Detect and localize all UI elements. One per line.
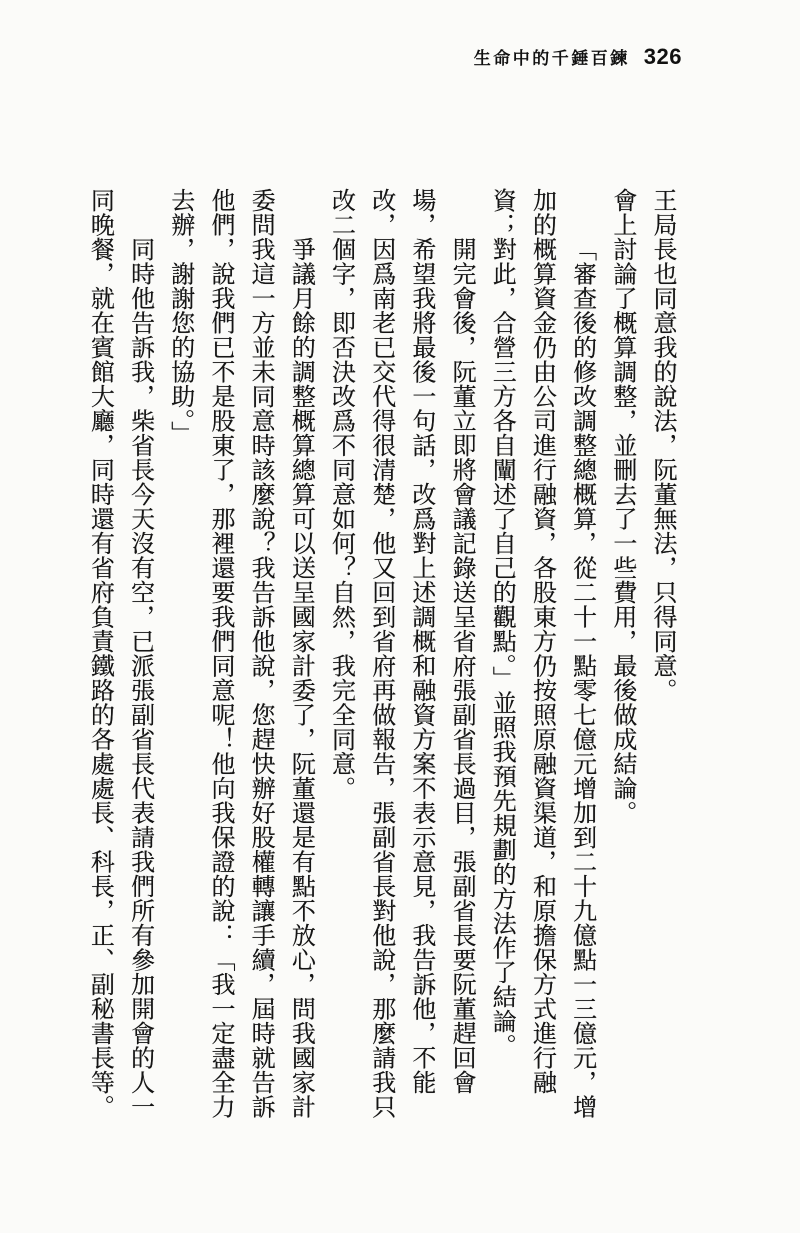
body-text [80,188,683,1148]
text-column: 同晚餐，就在賓館大廳，同時還有省府負責鐵路的各處處長、科長，正、副秘書長等。 [86,188,115,1119]
text-column: 改二個字，即否決改爲不同意如何？自然，我完全同意。 [327,188,356,801]
text-column: 「審查後的修改調整總概算，從二十一點零七億元增加到二十九億點一三億元，增 [568,237,597,1119]
text-column: 改，因爲南老已交代得很清楚，他又回到省府再做報告，張副省長對他說，那麼請我只 [367,188,396,1119]
text-column: 同時他告訴我，柴省長今天沒有空，已派張副省長代表請我們所有參加開會的人一 [126,237,155,1119]
text-column: 爭議月餘的調整概算總算可以送呈國家計委了，阮董還是有點不放心，問我國家計 [287,237,316,1119]
text-column: 王局長也同意我的說法，阮董無法，只得同意。 [649,188,677,703]
text-column: 加的概算資金仍由公司進行融資，各股東方仍按照原融資渠道，和原擔保方式進行融 [528,188,557,1095]
text-column: 去辦，謝謝您的協助。」 [166,188,195,446]
page-number: 326 [643,44,682,69]
page-header [474,44,682,70]
text-column: 資；對此，合營三方各自闡述了自己的觀點。」並照我預先規劃的方法作了結論。 [488,188,517,1058]
text-column: 場，希望我將最後一句話，改爲對上述調概和融資方案不表示意見，我告訴他，不能 [407,188,436,1095]
text-column: 開完會後，阮董立即將會議記錄送呈省府張副省長過目，張副省長要阮董趕回會 [448,237,477,1095]
text-column: 委問我這一方並未同意時該麼說？我告訴他說，您趕快辦好股權轉讓手續，屆時就告訴 [247,188,276,1119]
text-column: 會上討論了概算調整，並刪去了一些費用，最後做成結論。 [608,188,637,825]
running-title: 生命中的千錘百鍊 [473,49,630,69]
text-column: 他們，說我們已不是股東了，那裡還要我們同意呢！他向我保證的說：「我一定盡全力 [206,188,235,1119]
